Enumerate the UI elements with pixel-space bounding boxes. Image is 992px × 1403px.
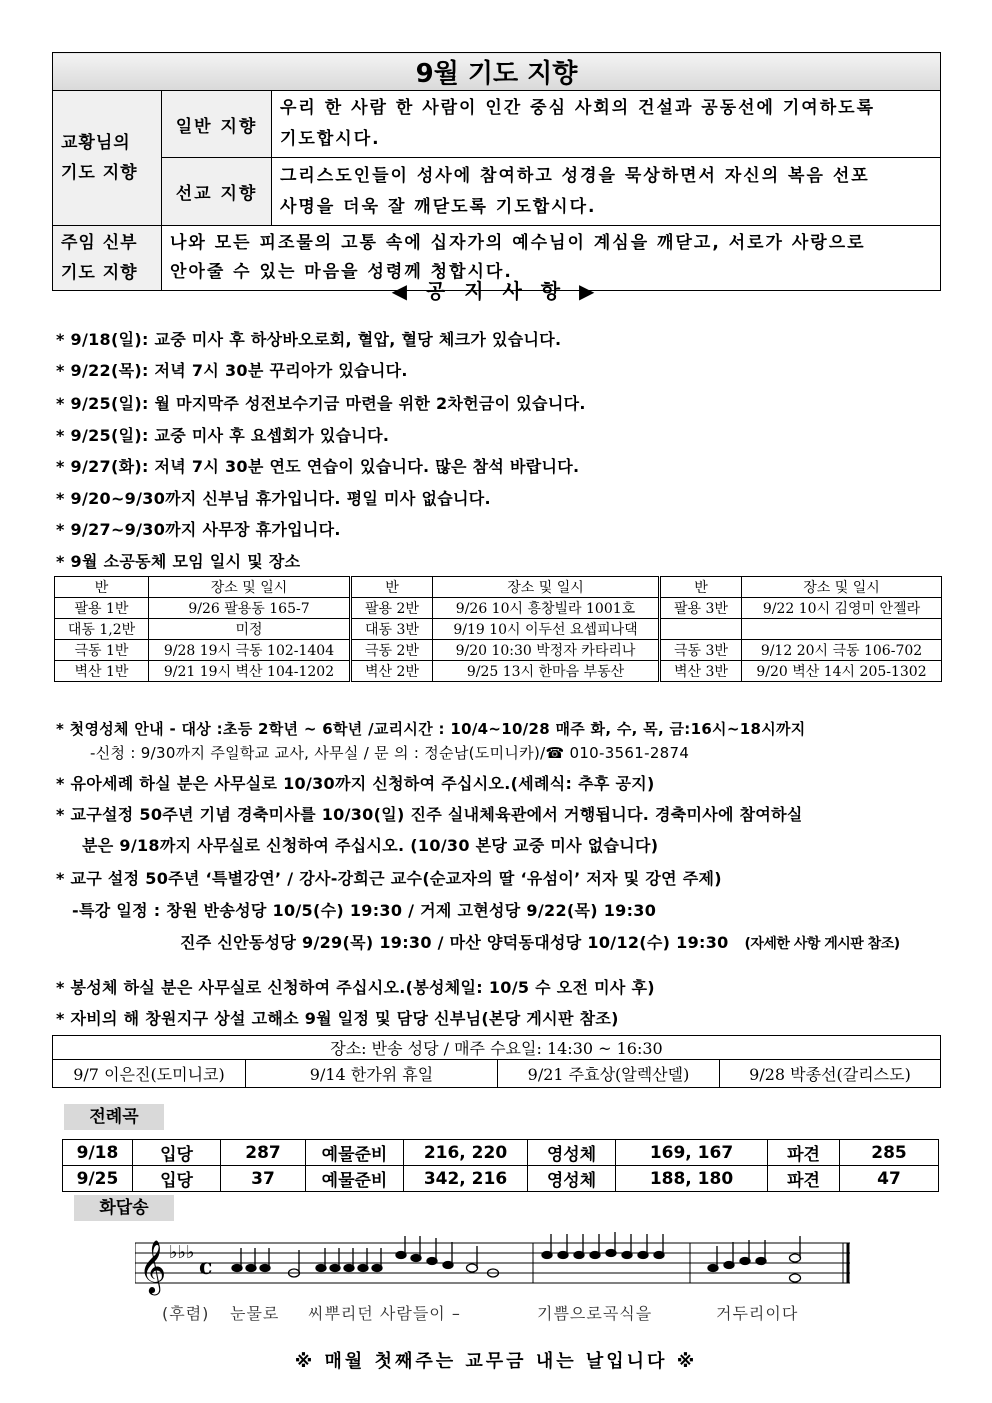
header-cell: 반 bbox=[351, 577, 433, 598]
mission-intention-text: 그리스도인들이 성사에 참여하고 성경을 묵상하면서 자신의 복음 선포 사명을 더욱 잘 깨닫도록 기도합시다. bbox=[272, 158, 941, 226]
treble-clef-icon: 𝄞 bbox=[139, 1239, 167, 1293]
infant-baptism-notice: * 유아세례 하실 분은 사무실로 10/30까지 신청하여 주십시오.(세례식: 추후 공지) bbox=[56, 774, 655, 793]
header-cell: 장소 및 일시 bbox=[149, 577, 351, 598]
table-row: 벽산 1반 9/21 19시 벽산 104-1202 벽산 2반 9/25 13시 한마음 부동산 벽산 3반 9/20 벽산 14시 205-1302 bbox=[55, 661, 942, 682]
notice-item: * 9/27(화): 저녁 7시 30분 연도 연습이 있습니다. 많은 참석 바랍니다. bbox=[56, 457, 580, 476]
header-cell: 장소 및 일시 bbox=[742, 577, 942, 598]
first-communion-apply: -신청 : 9/30까지 주일학교 교사, 사무실 / 문 의 : 정순남(도미니카)/☎ 010-3561-2874 bbox=[90, 744, 690, 762]
confession-header: 장소: 반송 성당 / 매주 수요일: 14:30 ~ 16:30 bbox=[53, 1036, 941, 1060]
notice-item: * 9/25(일): 교중 미사 후 요셉회가 있습니다. bbox=[56, 426, 390, 445]
notice-item: * 9월 소공동체 모임 일시 및 장소 bbox=[56, 552, 301, 571]
liturgy-songs-table bbox=[62, 1139, 939, 1192]
svg-text:c: c bbox=[199, 1254, 213, 1280]
lecture-schedule-1: -특강 일정 : 창원 반송성당 10/5(수) 19:30 / 거제 고현성당 9/22(목) 19:30 bbox=[72, 901, 657, 920]
communion-sick-notice: * 봉성체 하실 분은 사무실로 신청하여 주십시오.(봉성체일: 10/5 수 오전 미사 후) bbox=[56, 978, 655, 997]
confession-notice: * 자비의 해 창원지구 상설 고해소 9월 일정 및 담당 신부님(본당 게시판 참조) bbox=[56, 1009, 619, 1028]
special-lecture-notice: * 교구 설정 50주년 ‘특별강연’ / 강사-강희근 교수(순교자의 딸 ‘유섬이’ 저자 및 강연 주제) bbox=[56, 869, 722, 888]
notice-item: * 9/22(목): 저녁 7시 30분 꾸리아가 있습니다. bbox=[56, 361, 408, 380]
header-cell: 장소 및 일시 bbox=[433, 577, 660, 598]
table-header-row bbox=[55, 577, 942, 598]
table-row: 9/25 입당 37 예물준비 342, 216 영성체 188, 180 파견 47 bbox=[63, 1166, 939, 1192]
table-row: 극동 1반 9/28 19시 극동 102-1404 극동 2반 9/20 10:30 박정자 카타리나 극동 3반 9/12 20시 극동 106-702 bbox=[55, 640, 942, 661]
general-intention-text: 우리 한 사람 한 사람이 인간 중심 사회의 건설과 공동선에 기여하도록 기도합시다. bbox=[272, 91, 941, 158]
psalm-lyrics-refrain: (후렴) bbox=[162, 1304, 210, 1323]
notice-item: * 9/20~9/30까지 신부님 휴가입니다. 평일 미사 없습니다. bbox=[56, 489, 491, 508]
psalm-lyrics-4: 거두리이다 bbox=[716, 1304, 799, 1323]
psalm-lyrics-1: 눈물로 bbox=[230, 1304, 280, 1323]
psalm-lyrics-3: 기쁨으로곡식을 bbox=[537, 1304, 653, 1323]
priest-intention-label: 주임 신부 기도 지향 bbox=[53, 226, 162, 291]
psalm-label: 화답송 bbox=[74, 1195, 174, 1221]
table-row: 9/7 이은진(도미니코) 9/14 한가위 휴일 9/21 주효상(알렉산델) 9/28 박종선(갈리스도) bbox=[53, 1060, 941, 1088]
music-staff bbox=[135, 1228, 851, 1298]
psalm-lyrics-2: 씨뿌리던 사람들이 – bbox=[308, 1304, 461, 1323]
footer-notice: ※ 매월 첫째주는 교무금 내는 날입니다 ※ bbox=[294, 1351, 698, 1372]
confession-schedule-table bbox=[52, 1035, 941, 1088]
notice-item: * 9/25(일): 월 마지막주 성전보수기금 마련을 위한 2차헌금이 있습니다. bbox=[56, 394, 586, 413]
liturgy-songs-label: 전례곡 bbox=[64, 1104, 164, 1130]
general-intention-label: 일반 지향 bbox=[162, 91, 272, 158]
header-cell: 반 bbox=[660, 577, 742, 598]
lecture-schedule-2: 진주 신안동성당 9/29(목) 19:30 / 마산 양덕동대성당 10/12(수) 19:30 (자세한 사항 게시판 참조) bbox=[180, 933, 900, 952]
table-row: 9/18 입당 287 예물준비 216, 220 영성체 169, 167 파견 285 bbox=[63, 1140, 939, 1166]
table-row: 대동 1,2반 미정 대동 3반 9/19 10시 이두선 요셉피나댁 bbox=[55, 619, 942, 640]
table-row: 팔용 1반 9/26 팔용동 165-7 팔용 2반 9/26 10시 흥창빌라 1001호 팔용 3반 9/22 10시 김영미 안젤라 bbox=[55, 598, 942, 619]
notice-heading: ◀ 공 지 사 항 ▶ bbox=[391, 279, 601, 303]
jubilee-mass-notice: * 교구설정 50주년 기념 경축미사를 10/30(일) 진주 실내체육관에서 거행됩니다. 경축미사에 참여하실 bbox=[56, 805, 803, 824]
priest-intention-text: 나와 모든 피조물의 고통 속에 십자가의 예수님이 계심을 깨닫고, 서로가 사랑으로 안아줄 수 있는 마음을 성령께 청합시다. bbox=[162, 226, 941, 291]
header-cell: 반 bbox=[55, 577, 149, 598]
prayer-title: 9월 기도 지향 bbox=[53, 53, 941, 91]
mission-intention-label: 선교 지향 bbox=[162, 158, 272, 226]
jubilee-mass-notice-2: 분은 9/18까지 사무실로 신청하여 주십시오. (10/30 본당 교중 미사 없습니다) bbox=[82, 836, 659, 855]
prayer-intention-table bbox=[52, 52, 941, 291]
notice-item: * 9/18(일): 교중 미사 후 하상바오로회, 혈압, 혈당 체크가 있습니다. bbox=[56, 330, 562, 349]
svg-text:♭♭♭: ♭♭♭ bbox=[169, 1242, 195, 1263]
first-communion-notice: * 첫영성체 안내 - 대상 :초등 2학년 ~ 6학년 /교리시간 : 10/4~10/28 매주 화, 수, 목, 금:16시~18시까지 bbox=[56, 720, 806, 738]
notice-item: * 9/27~9/30까지 사무장 휴가입니다. bbox=[56, 520, 341, 539]
pope-intention-label: 교황님의 기도 지향 bbox=[53, 91, 162, 226]
small-community-table bbox=[54, 576, 942, 682]
